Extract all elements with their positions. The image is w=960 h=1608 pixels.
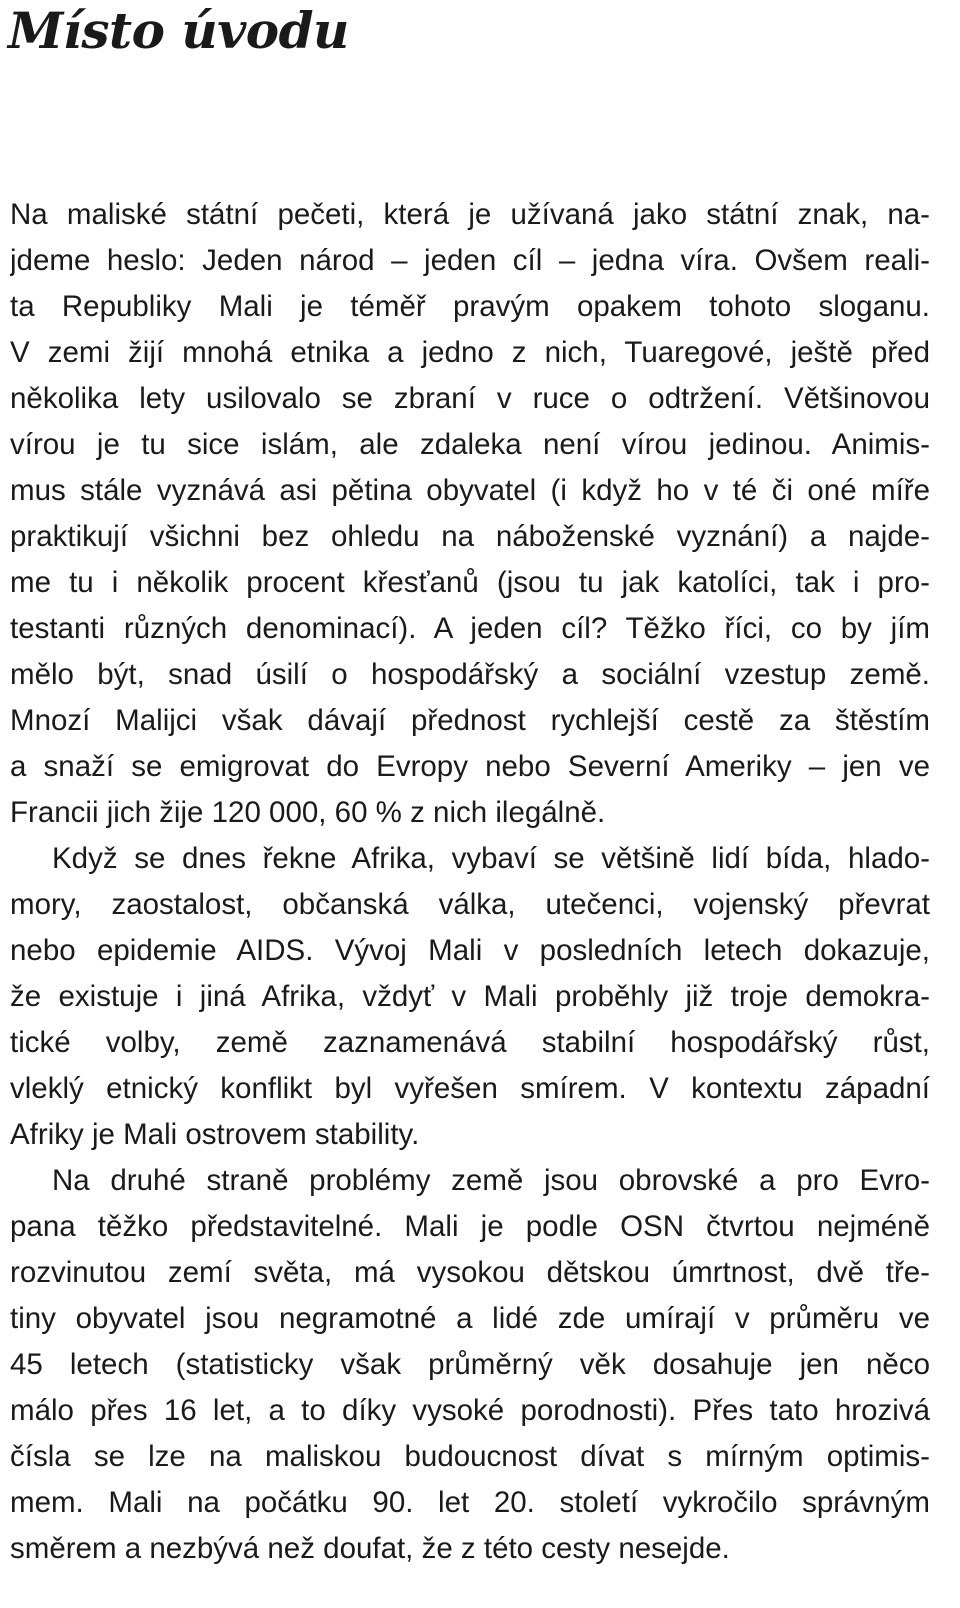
text-line: praktikují všichni bez ohledu na náboženské vyznání) a najde- (10, 520, 930, 553)
text-line: tiny obyvatel jsou negramotné a lidé zde umírají v průměru ve (10, 1302, 930, 1335)
text-line: vleklý etnický konflikt byl vyřešen smírem. V kontextu západní (10, 1072, 930, 1105)
text-line: 45 letech (statisticky však průměrný věk dosahuje jen něco (10, 1348, 930, 1381)
text-line: testanti různých denominací). A jeden cíl? Těžko říci, co by jím (10, 612, 930, 645)
text-line: směrem a nezbývá než doufat, že z této cesty nesejde. (10, 1532, 730, 1565)
text-line: málo přes 16 let, a to díky vysoké porodnosti). Přes tato hrozivá (10, 1394, 930, 1427)
text-line: mělo být, snad úsilí o hospodářský a sociální vzestup země. (10, 658, 930, 691)
text-line: V zemi žijí mnohá etnika a jedno z nich, Tuaregové, ještě před (10, 336, 930, 369)
text-line: nebo epidemie AIDS. Vývoj Mali v posledních letech dokazuje, (10, 934, 930, 967)
text-line: a snaží se emigrovat do Evropy nebo Severní Ameriky – jen ve (10, 750, 930, 783)
text-line: Mnozí Malijci však dávají přednost rychlejší cestě za štěstím (10, 704, 930, 737)
text-line: mory, zaostalost, občanská válka, utečenci, vojenský převrat (10, 888, 930, 921)
text-line: Afriky je Mali ostrovem stability. (10, 1118, 420, 1151)
text-line: že existuje i jiná Afrika, vždyť v Mali proběhly již troje demokra- (10, 980, 930, 1013)
text-line: několika lety usilovalo se zbraní v ruce o odtržení. Většinovou (10, 382, 930, 415)
paragraph (10, 1158, 930, 1572)
text-line: jdeme heslo: Jeden národ – jeden cíl – jedna víra. Ovšem reali- (10, 244, 930, 277)
text-line: Na druhé straně problémy země jsou obrovské a pro Evro- (52, 1164, 930, 1197)
text-line: Když se dnes řekne Afrika, vybaví se většině lidí bída, hlado- (52, 842, 930, 875)
text-line: Na maliské státní pečeti, která je užívaná jako státní znak, na- (10, 198, 930, 231)
text-line: rozvinutou zemí světa, má vysokou dětskou úmrtnost, dvě tře- (10, 1256, 930, 1289)
body-text (10, 192, 930, 1572)
text-line: Francii jich žije 120 000, 60 % z nich ilegálně. (10, 796, 606, 829)
paragraph (10, 836, 930, 1158)
text-line: mem. Mali na počátku 90. let 20. století vykročilo správným (10, 1486, 930, 1519)
page-title: Místo úvodu (8, 1, 349, 60)
text-line: čísla se lze na maliskou budoucnost dívat s mírným optimis- (10, 1440, 930, 1473)
paragraph (10, 192, 930, 836)
text-line: tické volby, země zaznamenává stabilní hospodářský růst, (10, 1026, 930, 1059)
text-line: me tu i několik procent křesťanů (jsou tu jak katolíci, tak i pro- (10, 566, 930, 599)
text-line: vírou je tu sice islám, ale zdaleka není vírou jedinou. Animis- (10, 428, 930, 461)
text-line: mus stále vyznává asi pětina obyvatel (i když ho v té či oné míře (10, 474, 930, 507)
text-line: pana těžko představitelné. Mali je podle OSN čtvrtou nejméně (10, 1210, 930, 1243)
text-line: ta Republiky Mali je téměř pravým opakem tohoto sloganu. (10, 290, 930, 323)
